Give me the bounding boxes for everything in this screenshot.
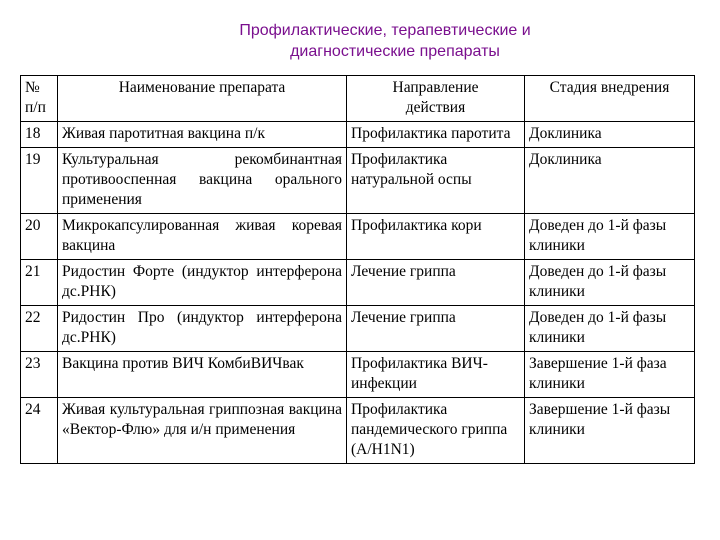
row-number: 22 <box>21 306 58 352</box>
table-row <box>21 306 695 352</box>
header-number <box>21 76 58 122</box>
row-action: Лечение гриппа <box>347 306 525 352</box>
drugs-table <box>20 75 695 464</box>
row-drug-name: Живая культуральная гриппозная вакцина «Вектор-Флю» для и/н применения <box>58 398 347 464</box>
header-number-line-1: № <box>25 79 40 96</box>
header-action <box>347 76 525 122</box>
row-stage: Доведен до 1-й фазы клиники <box>525 214 695 260</box>
row-stage: Доклиника <box>525 148 695 214</box>
row-number: 18 <box>21 122 58 148</box>
row-drug-name: Культуральная рекомбинантная противооспенная вакцина орального применения <box>58 148 347 214</box>
row-number: 24 <box>21 398 58 464</box>
table-row <box>21 260 695 306</box>
row-stage: Доклиника <box>525 122 695 148</box>
row-action: Лечение гриппа <box>347 260 525 306</box>
row-action: Профилактика ВИЧ-инфекции <box>347 352 525 398</box>
row-action: Профилактика натуральной оспы <box>347 148 525 214</box>
row-action: Профилактика паротита <box>347 122 525 148</box>
header-stage: Стадия внедрения <box>525 76 695 122</box>
row-action: Профилактика пандемического гриппа (A/H1N1) <box>347 398 525 464</box>
page-title <box>0 20 720 62</box>
header-action-line-2: действия <box>405 99 466 116</box>
row-stage: Доведен до 1-й фазы клиники <box>525 260 695 306</box>
row-number: 23 <box>21 352 58 398</box>
table-row <box>21 352 695 398</box>
table-row <box>21 148 695 214</box>
row-number: 20 <box>21 214 58 260</box>
row-stage: Завершение 1-й фаза клиники <box>525 352 695 398</box>
row-action: Профилактика кори <box>347 214 525 260</box>
row-drug-name: Живая паротитная вакцина п/к <box>58 122 347 148</box>
row-number: 19 <box>21 148 58 214</box>
table-header-row <box>21 76 695 122</box>
row-drug-name: Ридостин Про (индуктор интерферона дс.РНК) <box>58 306 347 352</box>
row-stage: Доведен до 1-й фазы клиники <box>525 306 695 352</box>
row-drug-name: Ридостин Форте (индуктор интерферона дс.РНК) <box>58 260 347 306</box>
table-row <box>21 398 695 464</box>
row-drug-name: Вакцина против ВИЧ КомбиВИЧвак <box>58 352 347 398</box>
title-line-2: диагностические препараты <box>290 43 500 60</box>
row-stage: Завершение 1-й фазы клиники <box>525 398 695 464</box>
table-row <box>21 122 695 148</box>
row-number: 21 <box>21 260 58 306</box>
header-name: Наименование препарата <box>58 76 347 122</box>
header-number-line-2: п/п <box>25 99 46 116</box>
header-action-line-1: Направление <box>392 79 479 96</box>
title-line-1: Профилактические, терапевтические и <box>239 22 531 39</box>
table-row <box>21 214 695 260</box>
row-drug-name: Микрокапсулированная живая коревая вакцина <box>58 214 347 260</box>
